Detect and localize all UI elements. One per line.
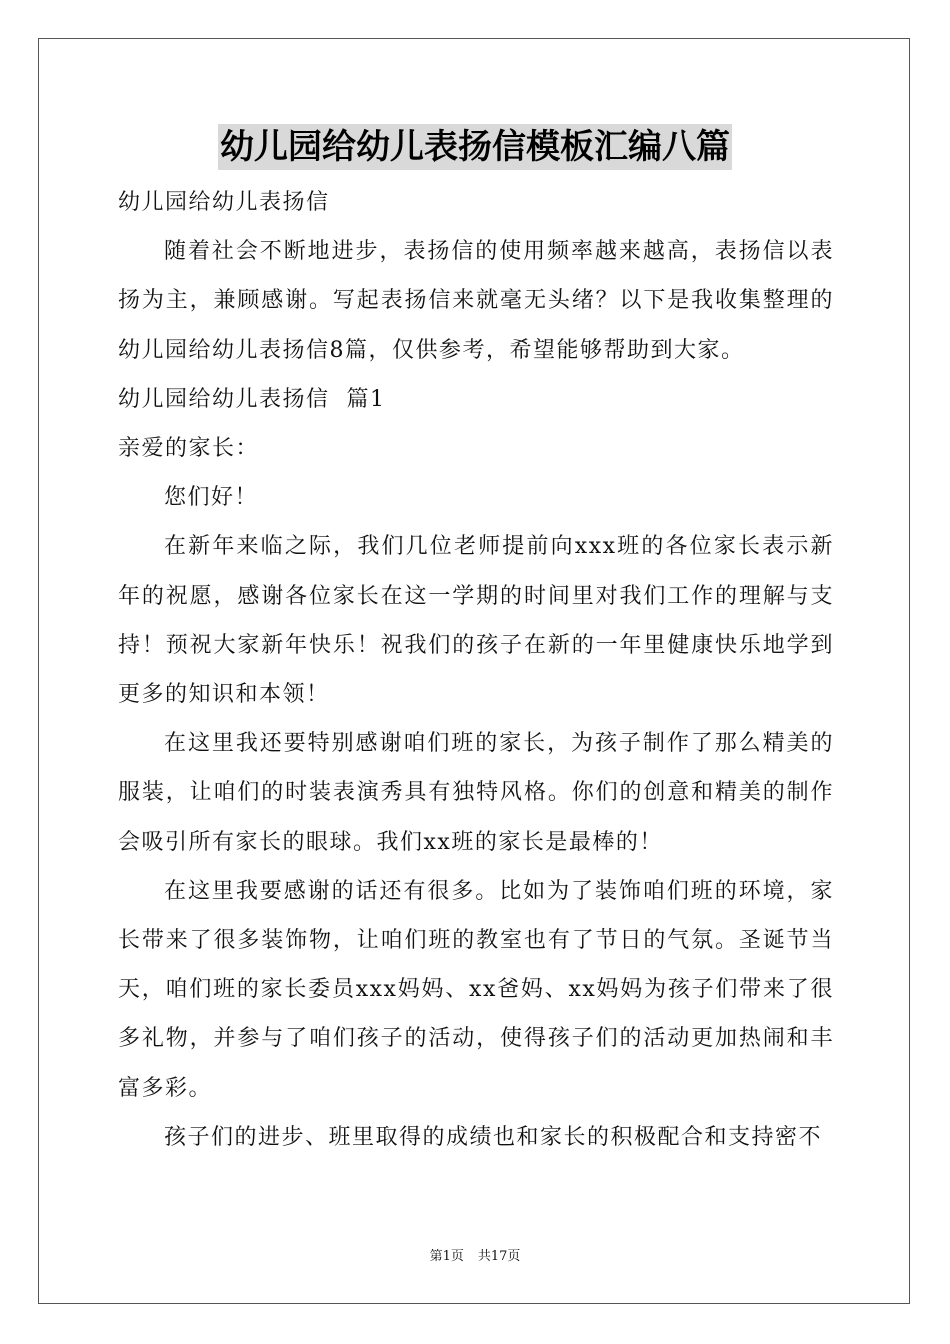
title-container [0, 124, 950, 170]
greeting: 您们好！ [164, 485, 259, 511]
paragraph: 孩子们的进步、班里取得的成绩也和家长的积极配合和支持密不 [164, 1124, 823, 1150]
paragraph: 随着社会不断地进步，表扬信的使用频率越来越高，表扬信以表扬为主，兼顾感谢。写起表扬信来就毫无头绪？以下是我收集整理的幼儿园给幼儿表扬信8篇，仅供参考，希望能够帮助到大家。 [118, 239, 834, 363]
document-title: 幼儿园给幼儿表扬信模板汇编八篇 [218, 124, 732, 170]
salutation: 亲爱的家长： [118, 436, 260, 462]
paragraph: 幼儿园给幼儿表扬信 [118, 190, 330, 215]
section-heading: 幼儿园给幼儿表扬信 篇1 [118, 386, 386, 412]
page-total: 共17页 [477, 1249, 521, 1264]
page-number: 第1页 [429, 1249, 464, 1264]
page-footer [0, 1248, 950, 1266]
paragraph: 在新年来临之际，我们几位老师提前向xxx班的各位家长表示新年的祝愿，感谢各位家长在这一学期的时间里对我们工作的理解与支持！预祝大家新年快乐！祝我们的孩子在新的一年里健康快乐地学到更多的知识和本领！ [118, 534, 834, 708]
paragraph: 在这里我还要特别感谢咱们班的家长，为孩子制作了那么精美的服装，让咱们的时装表演秀具有独特风格。你们的创意和精美的制作会吸引所有家长的眼球。我们xx班的家长是最棒的！ [118, 731, 834, 855]
paragraph: 在这里我要感谢的话还有很多。比如为了装饰咱们班的环境，家长带来了很多装饰物，让咱们班的教室也有了节日的气氛。圣诞节当天，咱们班的家长委员xxx妈妈、xx爸妈、xx妈妈为孩子们带来了很多礼物，并参与了咱们孩子的活动，使得孩子们的活动更加热闹和丰富多彩。 [118, 878, 834, 1101]
document-body [118, 178, 834, 1162]
